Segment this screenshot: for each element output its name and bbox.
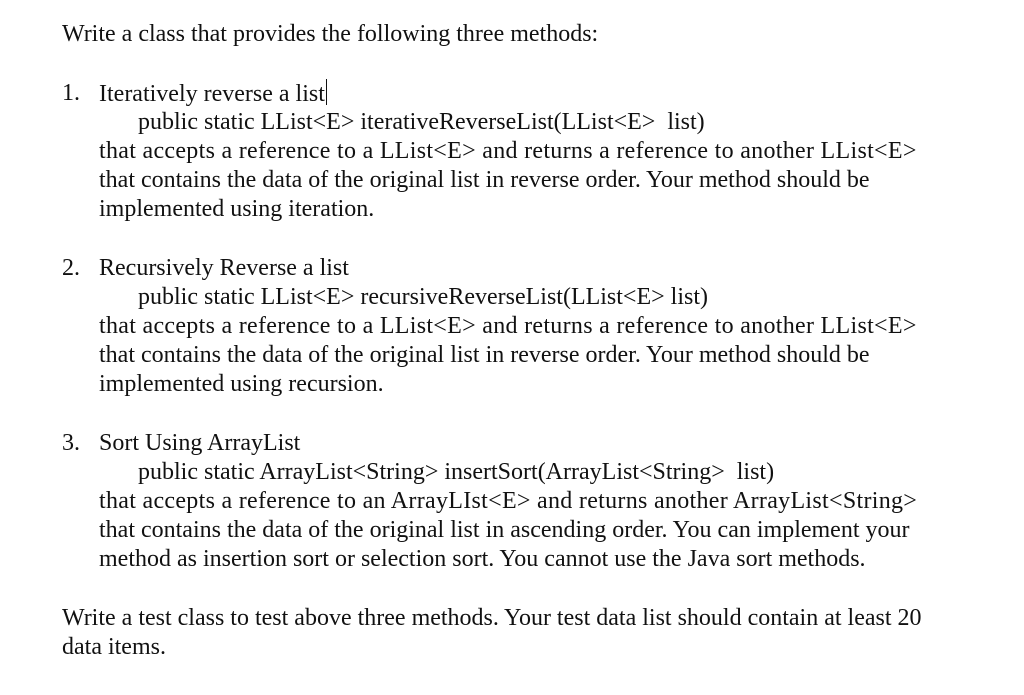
item-1-number: 1. xyxy=(62,80,80,106)
item-2-description-line: that accepts a reference to a LList<E> and returns a reference to another LList<E> xyxy=(99,313,917,339)
item-1-description-line: implemented using iteration. xyxy=(99,196,375,222)
item-1-description-line: that accepts a reference to a LList<E> and returns a reference to another LList<E> xyxy=(99,138,917,164)
item-2-signature: public static LList<E> recursiveReverseList(LList<E> list) xyxy=(138,284,708,310)
item-2-description-line: implemented using recursion. xyxy=(99,371,384,397)
item-1-title-line xyxy=(99,79,327,109)
item-3-description-line: that contains the data of the original list in ascending order. You can implement your xyxy=(99,517,910,543)
closing-line: Write a test class to test above three methods. Your test data list should contain at least 20 xyxy=(62,605,922,631)
item-1-title: Iteratively reverse a list xyxy=(99,81,325,107)
intro-text: Write a class that provides the following three methods: xyxy=(62,21,599,47)
item-1-signature: public static LList<E> iterativeReverseList(LList<E> list) xyxy=(138,109,705,135)
item-3-description-line: that accepts a reference to an ArrayLIst<E> and returns another ArrayList<String> xyxy=(99,488,918,514)
item-2-description-line: that contains the data of the original list in reverse order. Your method should be xyxy=(99,342,870,368)
item-3-signature: public static ArrayList<String> insertSort(ArrayList<String> list) xyxy=(138,459,775,485)
item-3-description-line: method as insertion sort or selection sort. You cannot use the Java sort methods. xyxy=(99,546,866,572)
item-1-description-line: that contains the data of the original list in reverse order. Your method should be xyxy=(99,167,870,193)
closing-line: data items. xyxy=(62,634,166,660)
text-cursor xyxy=(326,79,327,105)
item-2-title: Recursively Reverse a list xyxy=(99,255,349,281)
item-3-title: Sort Using ArrayList xyxy=(99,430,301,456)
item-3-number: 3. xyxy=(62,430,80,456)
item-2-number: 2. xyxy=(62,255,80,281)
